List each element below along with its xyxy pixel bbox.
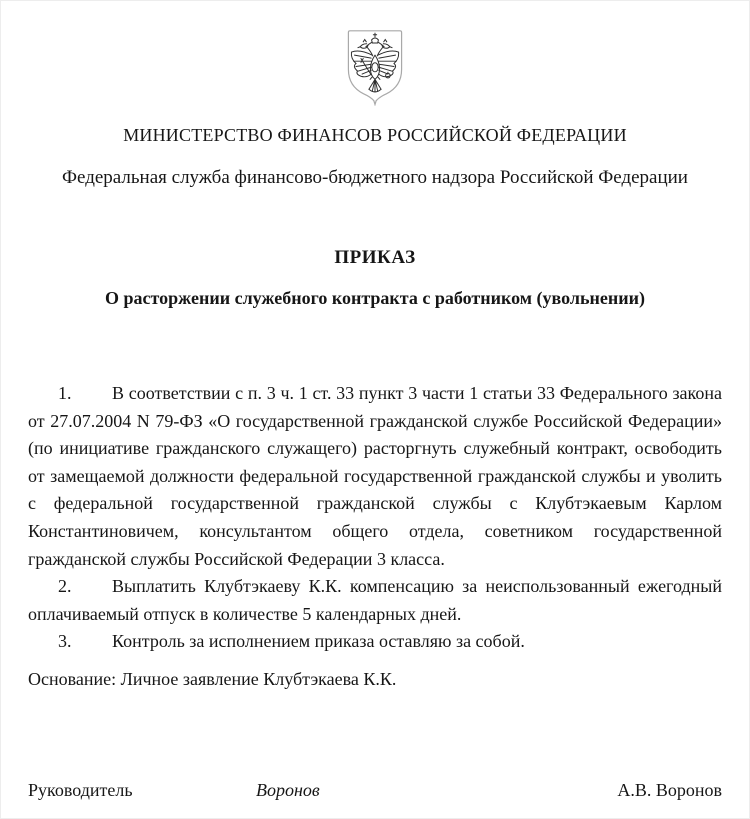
document-body (28, 380, 722, 694)
item-3-number: 3. (58, 631, 72, 652)
basis-line: Основание: Личное заявление Клубтэкаева К.К. (28, 668, 397, 689)
signer-full-name: А.В. Воронов (617, 780, 722, 800)
item-1-number: 1. (58, 383, 72, 403)
ministry-name: МИНИСТЕРСТВО ФИНАНСОВ РОССИЙСКОЙ ФЕДЕРАЦИИ (123, 125, 627, 145)
document-subject: О расторжении служебного контракта с работником (увольнении) (105, 288, 645, 308)
item-3-text: Контроль за исполнением приказа оставляю за собой. (112, 631, 525, 652)
document-type-title: ПРИКАЗ (334, 247, 416, 268)
item-2-text: Выплатить Клубтэкаеву К.К. компенсацию за неиспользованный ежегодный оплачиваемый отпуск в количестве 5 календарных дней. (28, 576, 722, 624)
agency-name: Федеральная служба финансово-бюджетного надзора Российской Федерации (62, 167, 688, 188)
russian-coat-of-arms-icon (337, 27, 413, 106)
signer-position: Руководитель (28, 780, 133, 800)
order-item-2 (28, 573, 722, 628)
order-item-3 (28, 628, 722, 656)
item-2-number: 2. (58, 576, 72, 597)
item-1-text: В соответствии с п. 3 ч. 1 ст. 33 пункт 3 части 1 статьи 33 Федерального закона от 27.07.2004 N 79-ФЗ «О государственной гражданской службе Российской Федерации» (по инициативе гражданского служащего) расторгнуть служебный контракт, освободить от замещаемой должности федеральной государственной гражданской службы и уволить с федеральной государственной гражданской службы с Клубтэкаевым Карлом Константиновичем, консультантом общего отдела, советником государственной гражданской службы Российской Федерации 3 класса. (28, 383, 722, 569)
handwritten-signature: Воронов (256, 780, 320, 800)
order-item-1 (28, 380, 722, 573)
